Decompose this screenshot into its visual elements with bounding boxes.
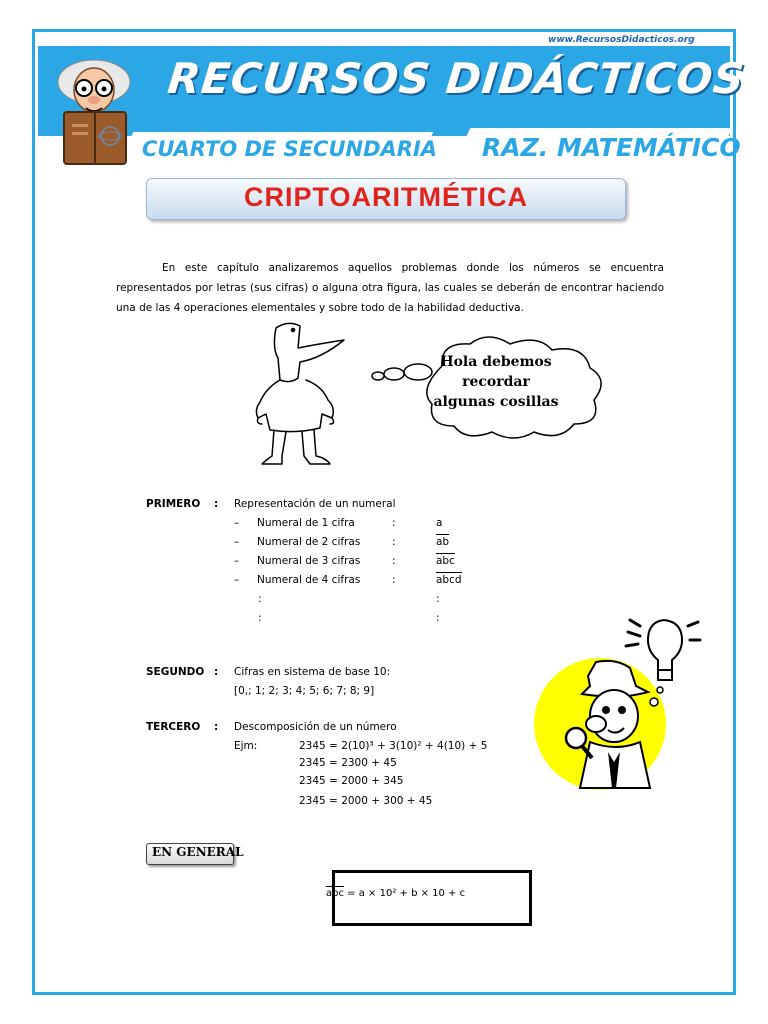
dash: –	[234, 536, 240, 548]
ellipsis-mark: :	[258, 593, 262, 605]
decomposition-line: 2345 = 2(10)³ + 3(10)² + 4(10) + 5	[299, 740, 488, 752]
dash: –	[234, 555, 240, 567]
numeral-row-sep: :	[392, 536, 396, 548]
subject-label: RAZ. MATEMÁTICO	[482, 133, 741, 162]
numeral-row-value: ab	[436, 536, 450, 548]
grade-label: CUARTO DE SECUNDARIA	[142, 137, 438, 161]
numeral-row-name: Numeral de 1 cifra	[257, 517, 355, 529]
page-frame	[32, 29, 736, 995]
tercero-colon: :	[214, 721, 219, 733]
primero-colon: :	[214, 498, 219, 510]
decomposition-line: 2345 = 2300 + 45	[299, 757, 397, 769]
cartoon-man-icon	[236, 318, 356, 470]
decomposition-line: 2345 = 2000 + 300 + 45	[299, 795, 433, 807]
segundo-label: SEGUNDO	[146, 666, 205, 678]
segundo-heading: Cifras en sistema de base 10:	[234, 666, 391, 678]
page-title: CRIPTOARITMÉTICA	[244, 182, 528, 212]
ellipsis-mark: :	[436, 593, 440, 605]
site-url[interactable]: www.RecursosDidacticos.org	[548, 35, 695, 45]
numeral-row-value: a	[436, 517, 443, 529]
numeral-row-sep: :	[392, 517, 396, 529]
numeral-row-value: abc	[436, 555, 455, 567]
numeral-row-name: Numeral de 4 cifras	[257, 574, 361, 586]
tercero-label: TERCERO	[146, 721, 201, 733]
numeral-row-sep: :	[392, 555, 396, 567]
numeral-row-sep: :	[392, 574, 396, 586]
en-general-label: EN GENERAL	[152, 845, 244, 859]
general-formula	[326, 886, 465, 899]
dash: –	[234, 517, 240, 529]
tercero-heading: Descomposición de un número	[234, 721, 397, 733]
formula-expression: = a × 10² + b × 10 + c	[347, 888, 466, 899]
ellipsis-mark: :	[258, 612, 262, 624]
primero-heading: Representación de un numeral	[234, 498, 396, 510]
decomposition-line: 2345 = 2000 + 345	[299, 775, 404, 787]
numeral-row-name: Numeral de 3 cifras	[257, 555, 361, 567]
example-label: Ejm:	[234, 740, 258, 752]
intro-paragraph	[116, 258, 664, 318]
numeral-row-value: abcd	[436, 574, 462, 586]
primero-label: PRIMERO	[146, 498, 201, 510]
digits-list: [0,; 1; 2; 3; 4; 5; 6; 7; 8; 9]	[234, 685, 375, 697]
numeral-row-name: Numeral de 2 cifras	[257, 536, 361, 548]
brand-title: RECURSOS DIDÁCTICOS	[165, 54, 748, 103]
professor-icon	[46, 52, 142, 170]
formula-numeral: abc	[326, 888, 344, 899]
speech-line-1: Hola debemos	[440, 354, 552, 370]
speech-line-2: recordar	[462, 374, 530, 390]
speech-text	[430, 352, 562, 412]
speech-line-3: algunas cosillas	[433, 394, 559, 410]
intro-text: En este capítulo analizaremos aquellos problemas donde los números se encuentra representados por letras (sus cifras) o alguna otra figura, las cuales se deberán de encontrar haciendo una de las 4 operaciones elementales y sobre todo de la habilidad deductiva.	[116, 262, 664, 314]
detective-lightbulb-icon	[530, 612, 702, 790]
ellipsis-mark: :	[436, 612, 440, 624]
segundo-colon: :	[214, 666, 219, 678]
dash: –	[234, 574, 240, 586]
